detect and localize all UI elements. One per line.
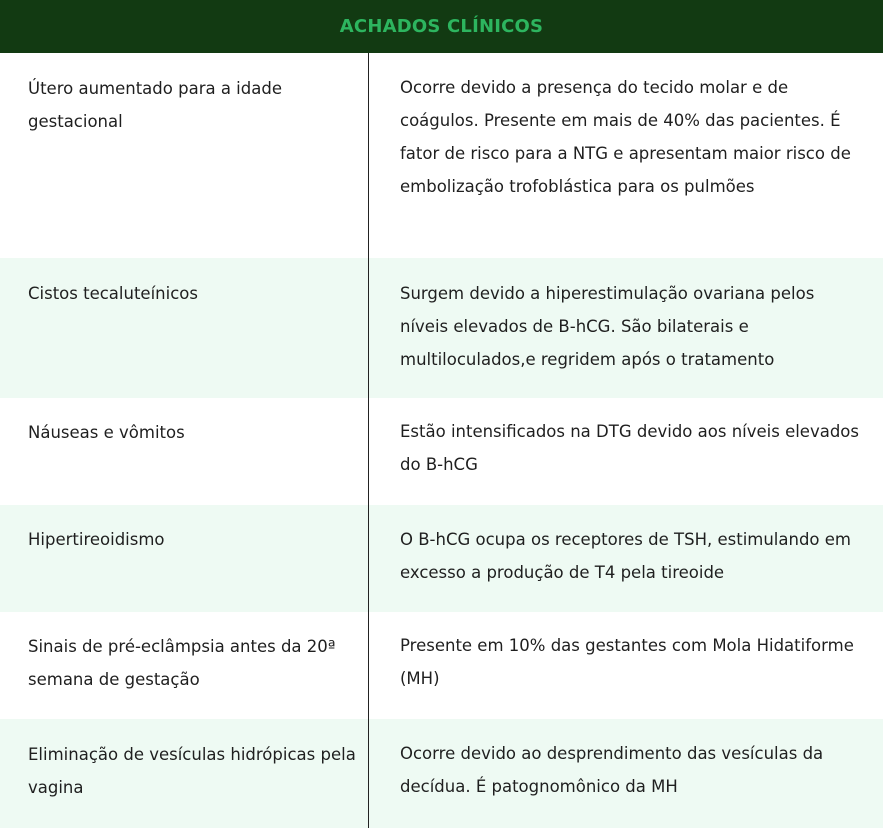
table-row-4 xyxy=(0,505,883,612)
table-row-3 xyxy=(0,398,883,505)
finding-cell: Sinais de pré-eclâmpsia antes da 20ª semana de gestação xyxy=(28,637,336,689)
description-cell: Estão intensificados na DTG devido aos níveis elevados do B-hCG xyxy=(400,422,860,474)
description-cell: Ocorre devido ao desprendimento das vesículas da decídua. É patognomônico da MH xyxy=(400,744,824,796)
finding-cell: Hipertireoidismo xyxy=(28,530,165,549)
finding-cell: Cistos tecaluteínicos xyxy=(28,284,198,303)
table-header xyxy=(0,0,883,53)
table-row-6 xyxy=(0,719,883,828)
description-cell: O B-hCG ocupa os receptores de TSH, estimulando em excesso a produção de T4 pela tireoide xyxy=(400,530,851,582)
table-row-5 xyxy=(0,612,883,719)
description-cell: Presente em 10% das gestantes com Mola Hidatiforme (MH) xyxy=(400,636,854,688)
description-cell: Ocorre devido a presença do tecido molar e de coágulos. Presente em mais de 40% das pacientes. É fator de risco para a NTG e apresentam maior risco de embolização trofoblástica para os pulmões xyxy=(400,78,851,196)
finding-cell: Útero aumentado para a idade gestacional xyxy=(28,79,282,131)
table-row-1 xyxy=(0,53,883,258)
finding-cell: Náuseas e vômitos xyxy=(28,423,185,442)
table-row-2 xyxy=(0,258,883,398)
finding-cell: Eliminação de vesículas hidrópicas pela vagina xyxy=(28,745,356,797)
table-title: ACHADOS CLÍNICOS xyxy=(339,16,544,37)
description-cell: Surgem devido a hiperestimulação ovariana pelos níveis elevados de B-hCG. São bilaterais e multiloculados,e regridem após o tratamento xyxy=(400,284,815,369)
column-divider xyxy=(368,53,369,828)
